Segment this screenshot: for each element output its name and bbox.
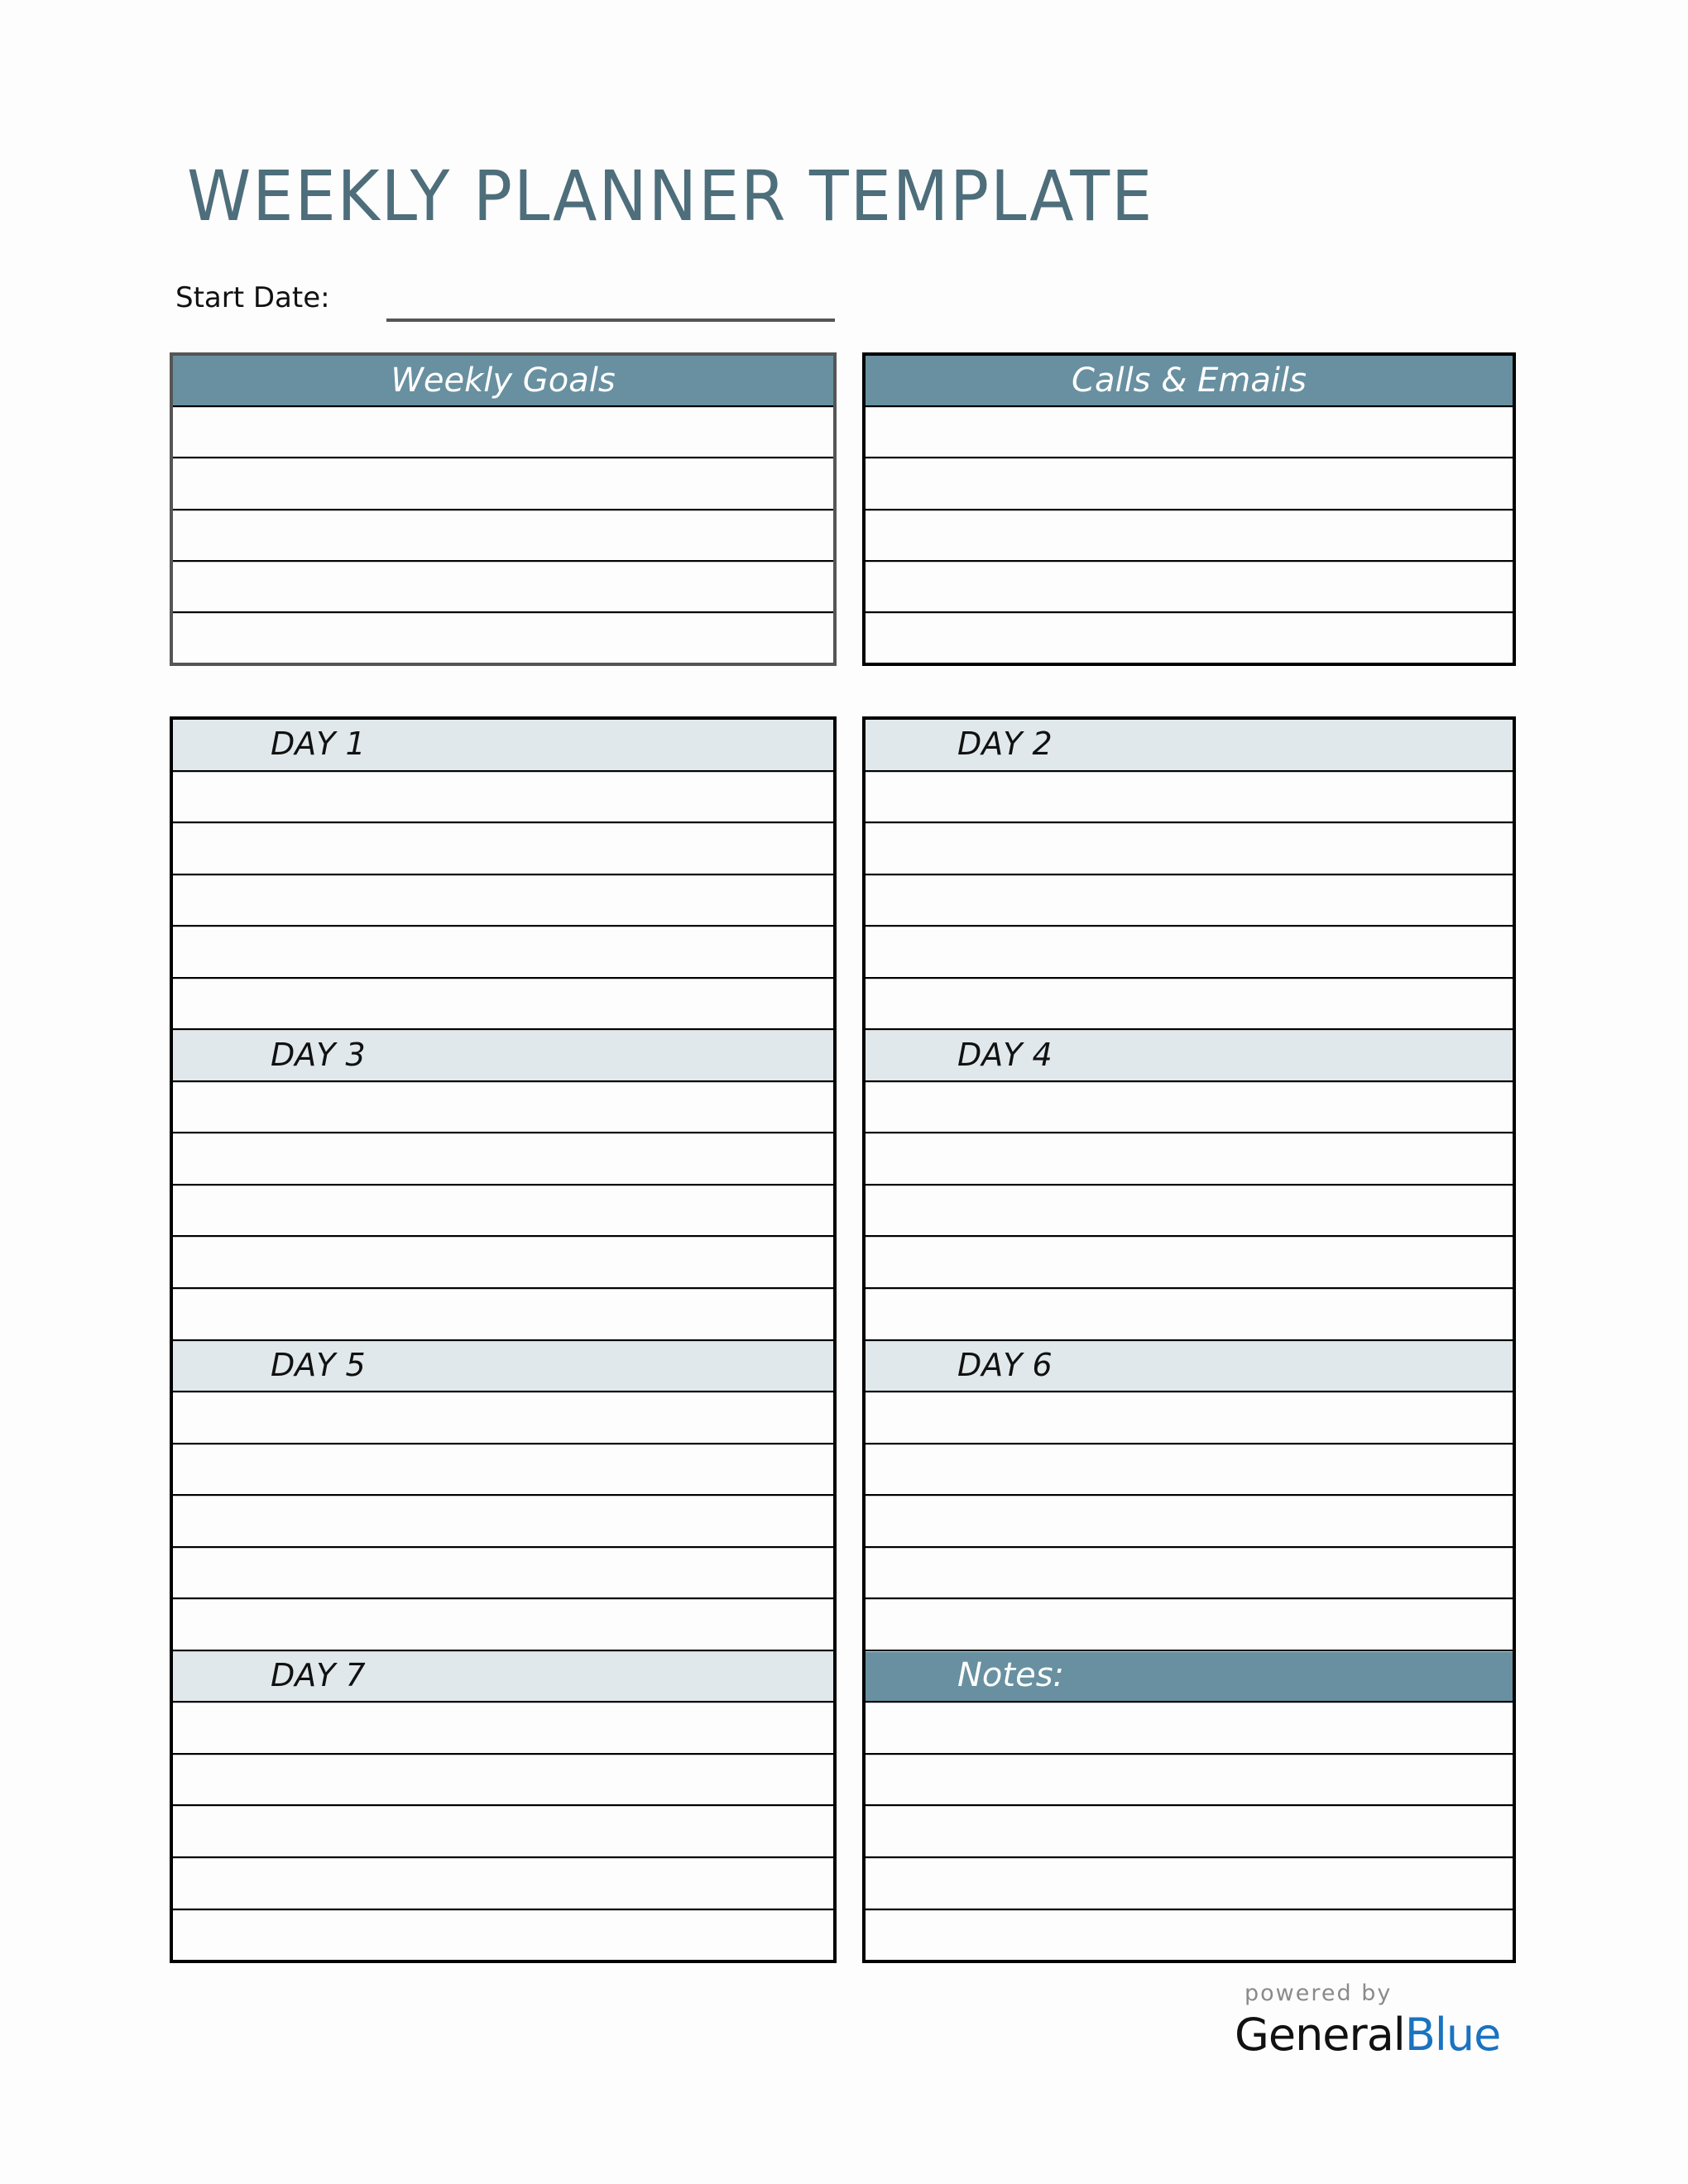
day-5-line[interactable] [173,1443,833,1495]
day-2-header [866,720,1513,770]
day-7-label: DAY 7 [271,1657,366,1694]
day-2-line[interactable] [866,770,1513,822]
weekly-goals-header [173,356,833,405]
day-5-line[interactable] [173,1597,833,1650]
day-1-line[interactable] [173,770,833,822]
calls-emails-line[interactable] [866,560,1513,611]
day-3-line[interactable] [173,1287,833,1339]
day-1-line[interactable] [173,977,833,1029]
start-date-field[interactable] [386,318,835,322]
weekly-goals-title: Weekly Goals [391,362,616,400]
day-4-header [866,1028,1513,1080]
day-6-label: DAY 6 [957,1346,1053,1383]
notes-line[interactable] [866,1753,1513,1805]
day-2-label: DAY 2 [957,726,1053,763]
calls-emails-line[interactable] [866,457,1513,508]
day-6-line[interactable] [866,1546,1513,1598]
day-5-line[interactable] [173,1546,833,1598]
day-4-line[interactable] [866,1287,1513,1339]
calls-emails-line[interactable] [866,611,1513,663]
day-3-line[interactable] [173,1184,833,1236]
day-5-line[interactable] [173,1391,833,1443]
day-4-line[interactable] [866,1235,1513,1287]
day-1-header [173,720,833,770]
day-3-line[interactable] [173,1080,833,1133]
calls-emails-header [866,356,1513,405]
weekly-goal-line[interactable] [173,509,833,560]
day-6-line[interactable] [866,1494,1513,1546]
notes-line[interactable] [866,1804,1513,1856]
calls-emails-line[interactable] [866,405,1513,457]
weekly-goal-line[interactable] [173,560,833,611]
day-1-label: DAY 1 [271,726,366,763]
notes-line[interactable] [866,1909,1513,1961]
day-7-line[interactable] [173,1909,833,1961]
day-7-line[interactable] [173,1701,833,1753]
day-2-line[interactable] [866,977,1513,1029]
page-title: WEEKLY PLANNER TEMPLATE [187,156,1154,237]
day-3-header [173,1028,833,1080]
day-6-header [866,1339,1513,1391]
brand-blue: Blue [1404,2009,1501,2061]
generalblue-logo [1235,1979,1501,2062]
day-5-line[interactable] [173,1494,833,1546]
day-4-line[interactable] [866,1184,1513,1236]
notes-header [866,1650,1513,1702]
weekly-goal-line[interactable] [173,457,833,508]
day-7-line[interactable] [173,1804,833,1856]
day-1-line[interactable] [173,821,833,874]
brand-name [1235,2009,1501,2062]
day-4-line[interactable] [866,1080,1513,1133]
day-6-line[interactable] [866,1597,1513,1650]
weekly-goal-line[interactable] [173,611,833,663]
day-4-label: DAY 4 [957,1036,1053,1073]
day-4-line[interactable] [866,1132,1513,1184]
day-6-line[interactable] [866,1391,1513,1443]
day-3-label: DAY 3 [271,1036,366,1073]
start-date-label: Start Date: [175,281,330,314]
day-2-line[interactable] [866,821,1513,874]
weekly-goals-section [170,352,837,666]
day-1-line[interactable] [173,925,833,977]
day-2-line[interactable] [866,874,1513,926]
weekly-goal-line[interactable] [173,405,833,457]
days-left-column [170,716,837,1963]
day-6-line[interactable] [866,1443,1513,1495]
days-right-column [862,716,1516,1963]
day-5-header [173,1339,833,1391]
brand-general: General [1235,2009,1405,2061]
day-5-label: DAY 5 [271,1346,366,1383]
day-3-line[interactable] [173,1132,833,1184]
day-7-line[interactable] [173,1856,833,1909]
calls-emails-section [862,352,1516,666]
day-7-line[interactable] [173,1753,833,1805]
notes-label: Notes: [957,1656,1065,1695]
calls-emails-line[interactable] [866,509,1513,560]
notes-line[interactable] [866,1856,1513,1909]
day-3-line[interactable] [173,1235,833,1287]
day-1-line[interactable] [173,874,833,926]
powered-by-text: powered by [1244,1980,1393,2006]
calls-emails-title: Calls & Emails [1072,362,1307,400]
day-7-header [173,1650,833,1702]
notes-line[interactable] [866,1701,1513,1753]
day-2-line[interactable] [866,925,1513,977]
